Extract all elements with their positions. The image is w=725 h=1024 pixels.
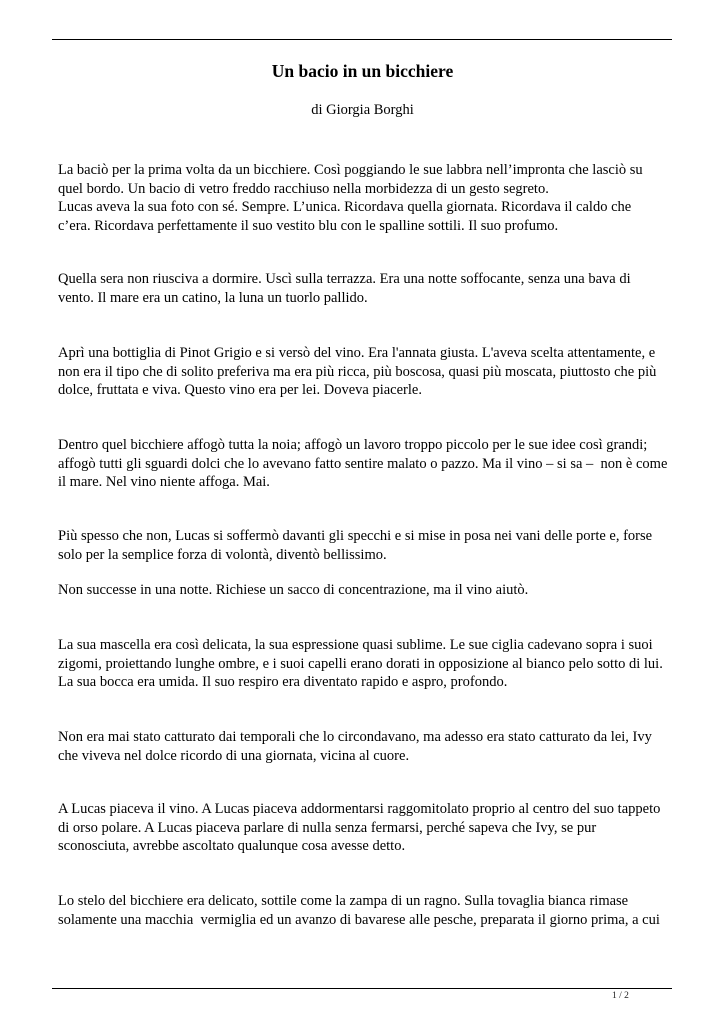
document-author: di Giorgia Borghi bbox=[311, 102, 414, 118]
paragraph-1 bbox=[58, 161, 678, 235]
paragraph-3 bbox=[58, 344, 678, 400]
text-line: Lucas aveva la sua foto con sé. Sempre. L’unica. Ricordava quella giornata. Ricordava il caldo che bbox=[58, 199, 632, 215]
paragraph-8 bbox=[58, 728, 678, 765]
text-line: A Lucas piaceva il vino. A Lucas piaceva addormentarsi raggomitolato proprio al centro del suo tappeto bbox=[58, 801, 661, 817]
text-line: dolce, fruttata e viva. Questo vino era per lei. Doveva piacerle. bbox=[58, 382, 422, 398]
text-line: il mare. Nel vino niente affoga. Mai. bbox=[58, 474, 270, 490]
text-line: Più spesso che non, Lucas si soffermò davanti gli specchi e si mise in posa nei vani delle porte e, forse bbox=[58, 528, 653, 544]
text-line: Non era mai stato catturato dai temporali che lo circondavano, ma adesso era stato catturato da lei, Ivy bbox=[58, 729, 652, 745]
text-line: che viveva nel dolce ricordo di una giornata, vicina al cuore. bbox=[58, 747, 410, 764]
paragraph-7 bbox=[58, 636, 678, 692]
paragraph-6 bbox=[58, 581, 678, 600]
text-line: c’era. Ricordava perfettamente il suo vestito blu con le spalline sottili. Il suo profumo. bbox=[58, 217, 559, 234]
text-line: Dentro quel bicchiere affogò tutta la noia; affogò un lavoro troppo piccolo per le sue idee così grandi; bbox=[58, 437, 648, 453]
paragraph-9 bbox=[58, 800, 678, 856]
text-line: solo per la semplice forza di volontà, diventò bellissimo. bbox=[58, 546, 387, 563]
text-line: Aprì una bottiglia di Pinot Grigio e si versò del vino. Era l'annata giusta. L'aveva scelta attentamente, e bbox=[58, 345, 656, 361]
text-line: La sua bocca era umida. Il suo respiro era diventato rapido e aspro, profondo. bbox=[58, 674, 508, 690]
text-line: affogò tutti gli sguardi dolci che lo avevano fatto sentire malato o pazzo. Ma il vino – si sa – non è come bbox=[58, 455, 668, 472]
paragraph-10 bbox=[58, 892, 678, 929]
text-line: Lo stelo del bicchiere era delicato, sottile come la zampa di un ragno. Sulla tovaglia bianca rimase bbox=[58, 893, 629, 909]
text-line: non era il tipo che di solito preferiva ma era più ricca, più boscosa, quasi più moscata, piuttosto che più bbox=[58, 363, 657, 380]
text-line: La sua mascella era così delicata, la sua espressione quasi sublime. Le sue ciglia cadevano sopra i suoi bbox=[58, 637, 653, 653]
header-rule bbox=[52, 39, 672, 40]
paragraph-2 bbox=[58, 270, 678, 307]
text-line: Non successe in una notte. Richiese un sacco di concentrazione, ma il vino aiutò. bbox=[58, 582, 529, 598]
footer-rule bbox=[52, 988, 672, 989]
text-line: zigomi, proiettando lunghe ombre, e i suoi capelli erano dorati in opposizione al bianco pelo sotto di lui. bbox=[58, 655, 663, 672]
text-line: sconosciuta, avrebbe ascoltato qualunque cosa avesse detto. bbox=[58, 838, 406, 854]
paragraph-5 bbox=[58, 527, 678, 564]
text-line: Quella sera non riusciva a dormire. Uscì sulla terrazza. Era una notte soffocante, senza una bava di bbox=[58, 271, 631, 287]
text-line: di orso polare. A Lucas piaceva parlare di nulla senza fermarsi, perché sapeva che Ivy, se pur bbox=[58, 819, 597, 836]
text-line: vento. Il mare era un catino, la luna un tuorlo pallido. bbox=[58, 289, 368, 306]
text-line: solamente una macchia vermiglia ed un avanzo di bavarese alle pesche, preparata il giorno prima, a cui bbox=[58, 911, 660, 928]
document-title: Un bacio in un bicchiere bbox=[271, 61, 454, 81]
text-line: quel bordo. Un bacio di vetro freddo racchiuso nella morbidezza di un gesto segreto. bbox=[58, 180, 549, 197]
page-number: 1 / 2 bbox=[612, 991, 629, 1001]
paragraph-4 bbox=[58, 436, 678, 492]
text-line: La baciò per la prima volta da un bicchiere. Così poggiando le sue labbra nell’impronta che lasciò su bbox=[58, 162, 643, 178]
